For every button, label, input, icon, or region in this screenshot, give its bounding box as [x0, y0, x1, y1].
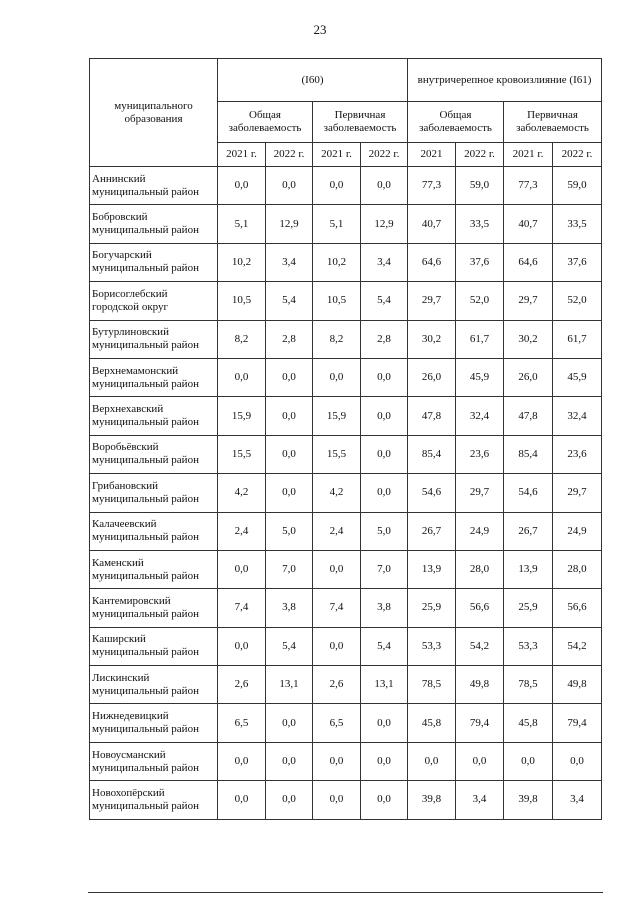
header-total-i61: Общая заболеваемость	[408, 102, 504, 143]
value-cell: 77,3	[408, 167, 456, 205]
value-cell: 0,0	[218, 167, 266, 205]
value-cell: 15,9	[218, 397, 266, 435]
value-cell: 0,0	[361, 474, 408, 512]
year-header: 2022 г.	[266, 143, 313, 167]
value-cell: 45,9	[456, 358, 504, 396]
year-header: 2021 г.	[218, 143, 266, 167]
value-cell: 45,8	[504, 704, 553, 742]
year-header: 2022 г.	[553, 143, 602, 167]
value-cell: 0,0	[553, 742, 602, 780]
value-cell: 26,7	[408, 512, 456, 550]
value-cell: 45,9	[553, 358, 602, 396]
municipality-name: Верхнемамонский муниципальный район	[90, 358, 218, 396]
value-cell: 0,0	[266, 742, 313, 780]
value-cell: 12,9	[266, 205, 313, 243]
value-cell: 59,0	[553, 167, 602, 205]
value-cell: 64,6	[504, 243, 553, 281]
value-cell: 0,0	[218, 627, 266, 665]
table-body	[90, 167, 602, 820]
value-cell: 29,7	[408, 282, 456, 320]
table-row	[90, 397, 602, 435]
value-cell: 52,0	[456, 282, 504, 320]
value-cell: 85,4	[504, 435, 553, 473]
municipality-name: Борисоглебский городской округ	[90, 282, 218, 320]
table-row	[90, 704, 602, 742]
value-cell: 0,0	[313, 167, 361, 205]
value-cell: 54,2	[456, 627, 504, 665]
value-cell: 39,8	[504, 781, 553, 819]
value-cell: 33,5	[456, 205, 504, 243]
value-cell: 0,0	[313, 627, 361, 665]
value-cell: 25,9	[504, 589, 553, 627]
value-cell: 3,4	[553, 781, 602, 819]
value-cell: 0,0	[361, 167, 408, 205]
municipality-name: Богучарский муниципальный район	[90, 243, 218, 281]
table-row	[90, 243, 602, 281]
value-cell: 78,5	[504, 666, 553, 704]
value-cell: 26,7	[504, 512, 553, 550]
value-cell: 5,0	[361, 512, 408, 550]
table-row	[90, 358, 602, 396]
municipality-name: Каширский муниципальный район	[90, 627, 218, 665]
header-municipality: муниципального образования	[90, 59, 218, 167]
value-cell: 53,3	[408, 627, 456, 665]
value-cell: 15,5	[313, 435, 361, 473]
page-number: 23	[313, 22, 327, 37]
value-cell: 28,0	[553, 550, 602, 588]
value-cell: 0,0	[313, 358, 361, 396]
value-cell: 26,0	[408, 358, 456, 396]
table-row	[90, 167, 602, 205]
value-cell: 0,0	[313, 781, 361, 819]
value-cell: 23,6	[456, 435, 504, 473]
value-cell: 5,4	[266, 627, 313, 665]
value-cell: 79,4	[456, 704, 504, 742]
value-cell: 0,0	[266, 435, 313, 473]
value-cell: 49,8	[456, 666, 504, 704]
value-cell: 3,4	[266, 243, 313, 281]
header-primary-i61: Первичная заболеваемость	[504, 102, 602, 143]
table-row	[90, 589, 602, 627]
value-cell: 32,4	[553, 397, 602, 435]
value-cell: 52,0	[553, 282, 602, 320]
value-cell: 10,5	[313, 282, 361, 320]
header-primary-i60: Первичная заболеваемость	[313, 102, 408, 143]
municipality-name: Новоусманский муниципальный район	[90, 742, 218, 780]
value-cell: 56,6	[553, 589, 602, 627]
value-cell: 47,8	[504, 397, 553, 435]
table-row	[90, 320, 602, 358]
value-cell: 6,5	[313, 704, 361, 742]
value-cell: 0,0	[361, 358, 408, 396]
value-cell: 33,5	[553, 205, 602, 243]
value-cell: 54,6	[504, 474, 553, 512]
municipality-name: Лискинский муниципальный район	[90, 666, 218, 704]
table-row	[90, 550, 602, 588]
value-cell: 39,8	[408, 781, 456, 819]
table-row	[90, 742, 602, 780]
header-total-i60: Общая заболеваемость	[218, 102, 313, 143]
value-cell: 0,0	[218, 358, 266, 396]
footer-rule	[88, 892, 603, 893]
value-cell: 85,4	[408, 435, 456, 473]
value-cell: 59,0	[456, 167, 504, 205]
value-cell: 40,7	[504, 205, 553, 243]
value-cell: 5,1	[218, 205, 266, 243]
municipality-name: Аннинский муниципальный район	[90, 167, 218, 205]
value-cell: 7,4	[313, 589, 361, 627]
value-cell: 13,1	[361, 666, 408, 704]
value-cell: 5,4	[361, 627, 408, 665]
value-cell: 13,1	[266, 666, 313, 704]
value-cell: 0,0	[456, 742, 504, 780]
value-cell: 29,7	[456, 474, 504, 512]
value-cell: 61,7	[553, 320, 602, 358]
table-row	[90, 282, 602, 320]
morbidity-table	[89, 58, 602, 820]
value-cell: 30,2	[408, 320, 456, 358]
value-cell: 6,5	[218, 704, 266, 742]
value-cell: 10,2	[218, 243, 266, 281]
value-cell: 3,8	[361, 589, 408, 627]
value-cell: 0,0	[361, 397, 408, 435]
header-group-i61: внутричерепное кровоизлияние (I61)	[408, 59, 602, 102]
table-row	[90, 781, 602, 819]
value-cell: 0,0	[408, 742, 456, 780]
table-row	[90, 474, 602, 512]
value-cell: 15,5	[218, 435, 266, 473]
value-cell: 4,2	[313, 474, 361, 512]
table-row	[90, 435, 602, 473]
value-cell: 2,6	[218, 666, 266, 704]
value-cell: 5,4	[361, 282, 408, 320]
value-cell: 3,4	[456, 781, 504, 819]
municipality-name: Каменский муниципальный район	[90, 550, 218, 588]
value-cell: 37,6	[456, 243, 504, 281]
value-cell: 28,0	[456, 550, 504, 588]
value-cell: 12,9	[361, 205, 408, 243]
year-header: 2021	[408, 143, 456, 167]
value-cell: 26,0	[504, 358, 553, 396]
value-cell: 0,0	[361, 781, 408, 819]
table-row	[90, 512, 602, 550]
value-cell: 78,5	[408, 666, 456, 704]
year-header: 2022 г.	[361, 143, 408, 167]
year-header: 2021 г.	[313, 143, 361, 167]
value-cell: 29,7	[504, 282, 553, 320]
value-cell: 2,8	[361, 320, 408, 358]
value-cell: 0,0	[313, 550, 361, 588]
value-cell: 64,6	[408, 243, 456, 281]
value-cell: 8,2	[313, 320, 361, 358]
value-cell: 37,6	[553, 243, 602, 281]
value-cell: 4,2	[218, 474, 266, 512]
value-cell: 0,0	[313, 742, 361, 780]
value-cell: 54,6	[408, 474, 456, 512]
value-cell: 56,6	[456, 589, 504, 627]
value-cell: 79,4	[553, 704, 602, 742]
municipality-name: Кантемировский муниципальный район	[90, 589, 218, 627]
value-cell: 7,4	[218, 589, 266, 627]
value-cell: 49,8	[553, 666, 602, 704]
value-cell: 53,3	[504, 627, 553, 665]
value-cell: 0,0	[361, 435, 408, 473]
municipality-name: Грибановский муниципальный район	[90, 474, 218, 512]
header-group-i60: (I60)	[218, 59, 408, 102]
value-cell: 13,9	[408, 550, 456, 588]
table-row	[90, 627, 602, 665]
municipality-name: Бобровский муниципальный район	[90, 205, 218, 243]
value-cell: 40,7	[408, 205, 456, 243]
value-cell: 2,4	[218, 512, 266, 550]
value-cell: 47,8	[408, 397, 456, 435]
value-cell: 0,0	[218, 550, 266, 588]
municipality-name: Бутурлиновский муниципальный район	[90, 320, 218, 358]
value-cell: 5,4	[266, 282, 313, 320]
municipality-name: Верхнехавский муниципальный район	[90, 397, 218, 435]
value-cell: 30,2	[504, 320, 553, 358]
value-cell: 0,0	[266, 167, 313, 205]
municipality-name: Калачеевский муниципальный район	[90, 512, 218, 550]
value-cell: 3,8	[266, 589, 313, 627]
value-cell: 77,3	[504, 167, 553, 205]
table-row	[90, 205, 602, 243]
value-cell: 5,0	[266, 512, 313, 550]
value-cell: 0,0	[266, 781, 313, 819]
value-cell: 54,2	[553, 627, 602, 665]
value-cell: 2,4	[313, 512, 361, 550]
year-header: 2021 г.	[504, 143, 553, 167]
value-cell: 10,5	[218, 282, 266, 320]
value-cell: 0,0	[266, 704, 313, 742]
value-cell: 0,0	[361, 742, 408, 780]
value-cell: 3,4	[361, 243, 408, 281]
value-cell: 7,0	[266, 550, 313, 588]
value-cell: 32,4	[456, 397, 504, 435]
value-cell: 24,9	[456, 512, 504, 550]
value-cell: 0,0	[218, 781, 266, 819]
value-cell: 23,6	[553, 435, 602, 473]
value-cell: 29,7	[553, 474, 602, 512]
municipality-name: Нижнедевицкий муниципальный район	[90, 704, 218, 742]
value-cell: 0,0	[361, 704, 408, 742]
value-cell: 8,2	[218, 320, 266, 358]
municipality-name: Новохопёрский муниципальный район	[90, 781, 218, 819]
year-header: 2022 г.	[456, 143, 504, 167]
municipality-name: Воробьёвский муниципальный район	[90, 435, 218, 473]
value-cell: 7,0	[361, 550, 408, 588]
value-cell: 0,0	[504, 742, 553, 780]
table-row	[90, 666, 602, 704]
value-cell: 0,0	[218, 742, 266, 780]
value-cell: 0,0	[266, 397, 313, 435]
value-cell: 61,7	[456, 320, 504, 358]
value-cell: 5,1	[313, 205, 361, 243]
value-cell: 45,8	[408, 704, 456, 742]
value-cell: 10,2	[313, 243, 361, 281]
value-cell: 24,9	[553, 512, 602, 550]
value-cell: 0,0	[266, 474, 313, 512]
value-cell: 2,8	[266, 320, 313, 358]
value-cell: 0,0	[266, 358, 313, 396]
value-cell: 25,9	[408, 589, 456, 627]
value-cell: 13,9	[504, 550, 553, 588]
value-cell: 15,9	[313, 397, 361, 435]
value-cell: 2,6	[313, 666, 361, 704]
